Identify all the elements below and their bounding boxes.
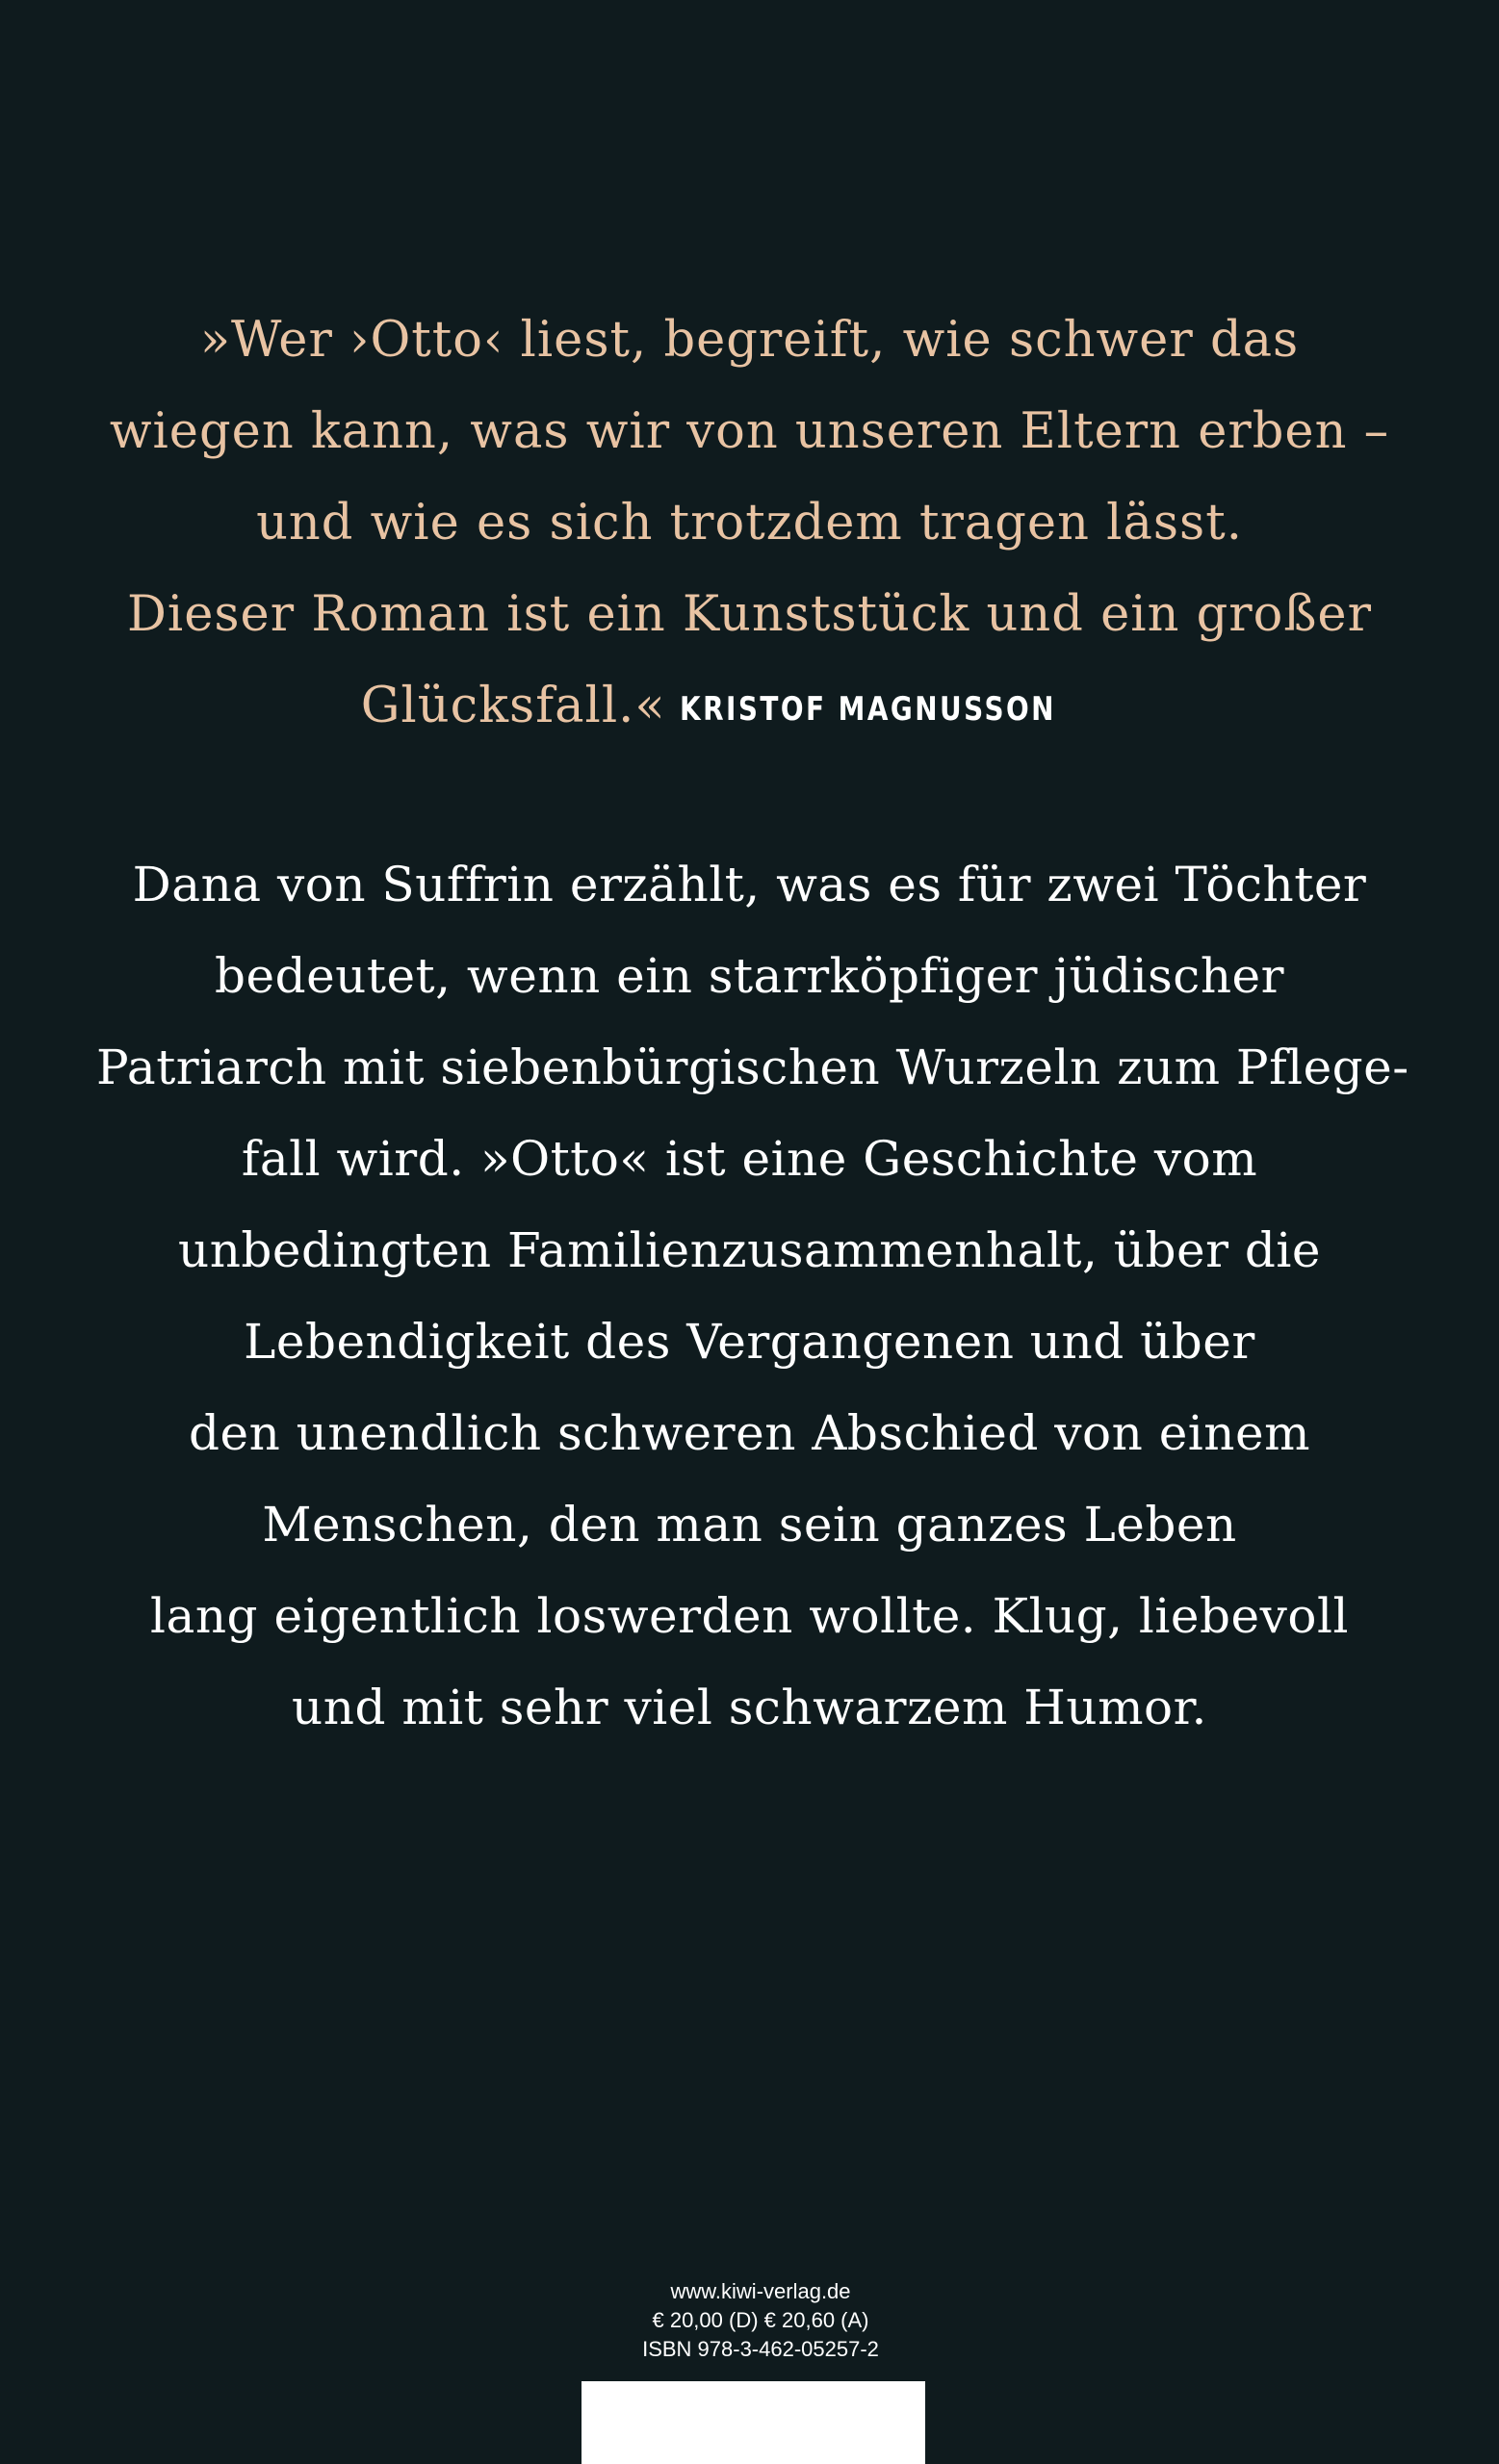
quote-attribution: KRISTOF MAGNUSSON	[679, 690, 1056, 729]
review-quote	[96, 295, 1403, 756]
blurb-line: lang eigentlich loswerden wollte. Klug, liebevoll	[150, 1588, 1349, 1644]
book-blurb	[96, 839, 1409, 1754]
quote-line: »Wer ›Otto‹ liest, begreift, wie schwer das	[199, 312, 1300, 369]
isbn-number: ISBN 978-3-462-05257-2	[642, 2337, 879, 2361]
quote-last-line	[96, 660, 1403, 756]
barcode-box	[582, 2381, 925, 2464]
blurb-line: bedeutet, wenn ein starrköpfiger jüdischer	[214, 948, 1285, 1004]
blurb-line: und mit sehr viel schwarzem Humor.	[292, 1680, 1207, 1735]
quote-line: und wie es sich trotzdem tragen lässt.	[256, 495, 1243, 552]
publisher-website: www.kiwi-verlag.de	[670, 2279, 851, 2303]
blurb-line: Menschen, den man sein ganzes Leben	[262, 1497, 1237, 1553]
blurb-line: Dana von Suffrin erzählt, was es für zwei Töchter	[132, 857, 1367, 912]
quote-line: Dieser Roman ist ein Kunststück und ein großer	[127, 586, 1372, 643]
blurb-line: Patriarch mit siebenbürgischen Wurzeln zum Pflege-	[96, 1040, 1409, 1095]
blurb-line: fall wird. »Otto« ist eine Geschichte vom	[241, 1131, 1258, 1187]
quote-line: Glücksfall.«	[360, 678, 666, 734]
price-info: € 20,00 (D) € 20,60 (A)	[652, 2308, 869, 2332]
quote-line: wiegen kann, was wir von unseren Eltern erben –	[109, 403, 1390, 460]
blurb-line: Lebendigkeit des Vergangenen und über	[244, 1314, 1255, 1370]
blurb-line: unbedingten Familienzusammenhalt, über die	[178, 1222, 1321, 1278]
publisher-imprint	[616, 2277, 905, 2364]
blurb-line: den unendlich schweren Abschied von einem	[188, 1405, 1310, 1461]
